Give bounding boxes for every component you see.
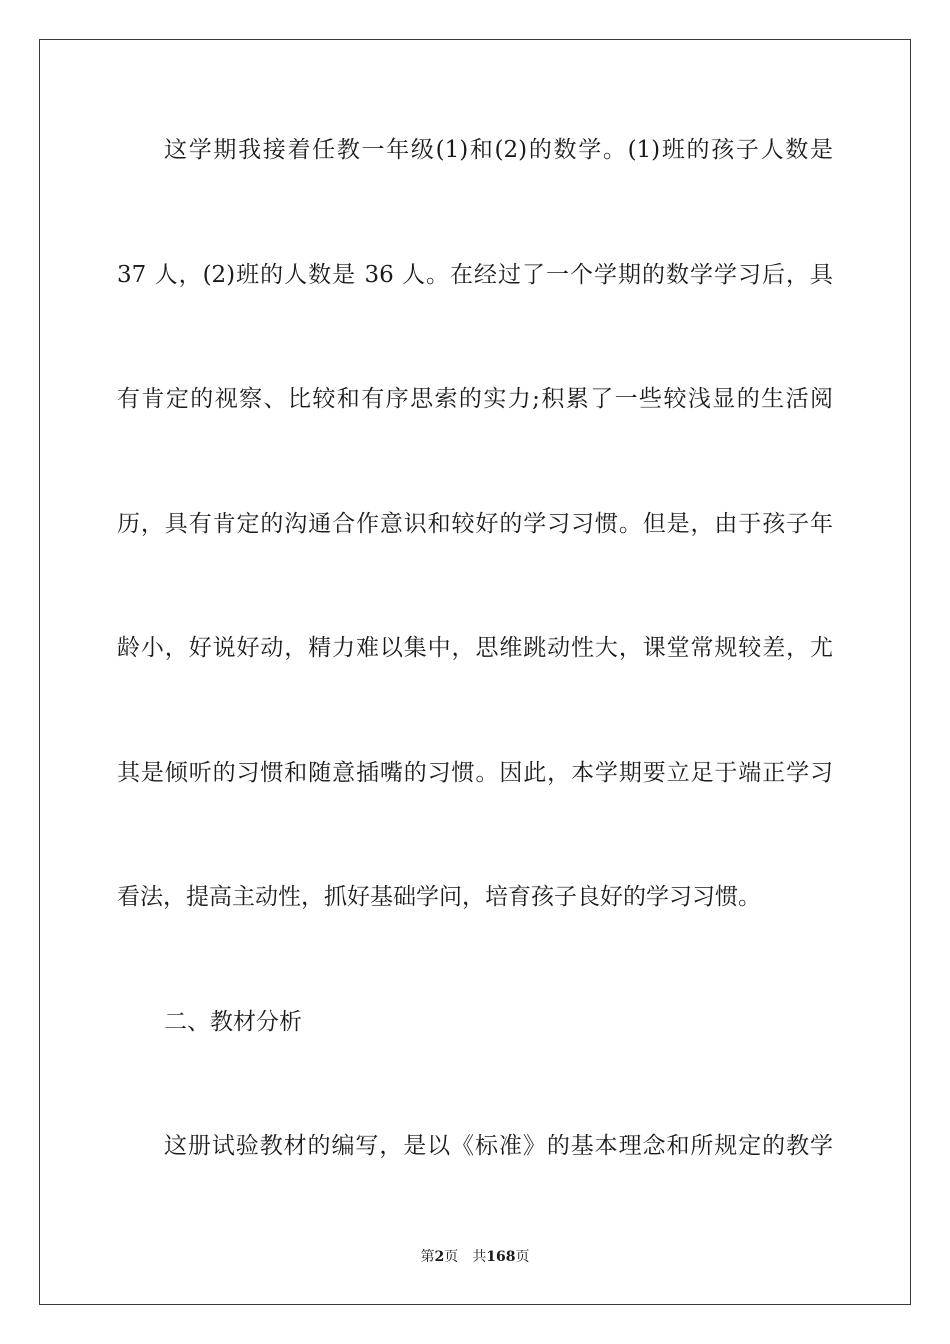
footer-total-pages: 168 [486,1249,516,1265]
section-heading: 二、教材分析 [164,1009,302,1035]
page-border [39,39,911,1305]
paragraph-line-2: 37 人，(2)班的人数是 36 人。在经过了一个学期的数学学习后，具 [117,262,833,288]
footer-total-prefix: 共 [472,1249,487,1265]
page-footer [0,1248,950,1266]
paragraph-line-3: 有肯定的视察、比较和有序思索的实力;积累了一些较浅显的生活阅 [117,386,833,412]
footer-page-prefix: 第 [420,1249,435,1265]
paragraph-line-9: 这册试验教材的编写，是以《标准》的基本理念和所规定的教学 [164,1133,833,1159]
paragraph-line-1: 这学期我接着任教一年级(1)和(2)的数学。(1)班的孩子人数是 [164,137,833,163]
paragraph-line-5: 龄小，好说好动，精力难以集中，思维跳动性大，课堂常规较差，尤 [117,635,833,661]
paragraph-line-4: 历，具有肯定的沟通合作意识和较好的学习习惯。但是，由于孩子年 [117,511,833,537]
paragraph-line-7: 看法，提高主动性，抓好基础学问，培育孩子良好的学习习惯。 [117,884,761,910]
footer-page-suffix: 页 [444,1249,459,1265]
footer-page-number: 2 [434,1249,445,1265]
footer-total-suffix: 页 [515,1249,530,1265]
paragraph-line-6: 其是倾听的习惯和随意插嘴的习惯。因此，本学期要立足于端正学习 [117,760,833,786]
